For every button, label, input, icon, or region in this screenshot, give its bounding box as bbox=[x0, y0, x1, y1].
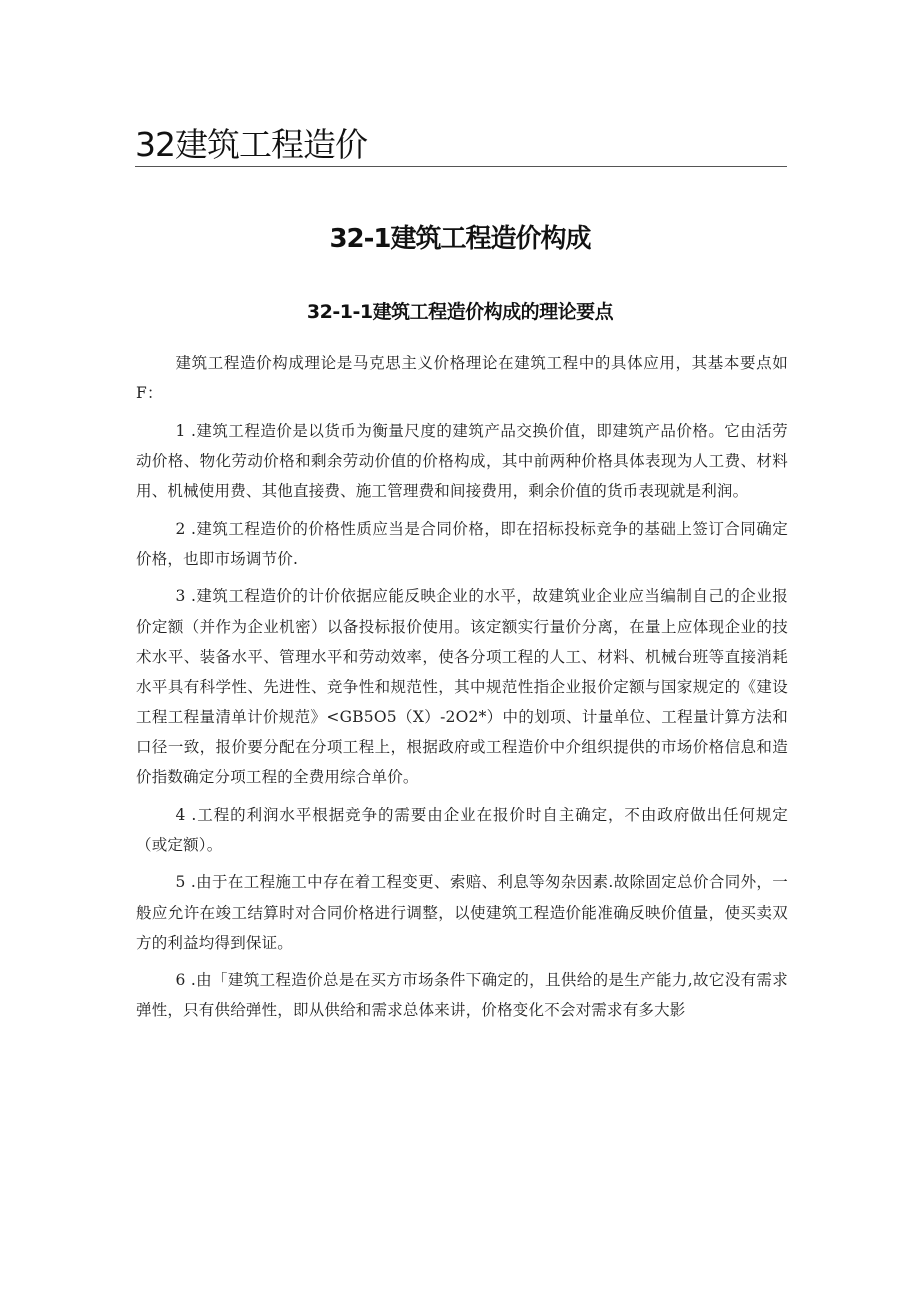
intro-paragraph: 建筑工程造价构成理论是马克思主义价格理论在建筑工程中的具体应用，其基本要点如F： bbox=[136, 354, 788, 403]
point-2-paragraph: 2 .建筑工程造价的价格性质应当是合同价格，即在招标投标竞争的基础上签订合同确定价格，也即市场调节价. bbox=[136, 519, 788, 568]
point-4-paragraph: 4 .工程的利润水平根据竞争的需要由企业在报价时自主确定，不由政府做出任何规定（或定额）。 bbox=[136, 805, 788, 854]
section-title: 32-1建筑工程造价构成 bbox=[329, 224, 591, 254]
point-6-paragraph: 6 .由「建筑工程造价总是在买方市场条件下确定的，且供给的是生产能力,故它没有需求弹性，只有供给弹性，即从供给和需求总体来讲，价格变化不会对需求有多大影 bbox=[136, 971, 788, 1020]
body-text bbox=[136, 348, 788, 1033]
chapter-title: 32建筑工程造价 bbox=[135, 125, 367, 164]
chapter-title-underline bbox=[135, 166, 787, 167]
point-1-paragraph: 1 .建筑工程造价是以货币为衡量尺度的建筑产品交换价值，即建筑产品价格。它由活劳动价格、物化劳动价格和剩余劳动价值的价格构成，其中前两种价格具体表现为人工费、材料用、机械使用费、其他直接费、施工管理费和间接费用，剩余价值的货币表现就是利润。 bbox=[136, 421, 788, 500]
point-5-paragraph: 5 .由于在工程施工中存在着工程变更、索赔、利息等匆杂因素.故除固定总价合同外，一般应允许在竣工结算时对合同价格进行调整，以使建筑工程造价能准确反映价值量，使买卖双方的利益均得到保证。 bbox=[136, 873, 788, 952]
point-3-paragraph: 3 .建筑工程造价的计价依据应能反映企业的水平，故建筑业企业应当编制自己的企业报价定额（并作为企业机密）以备投标报价使用。该定额实行量价分离，在量上应体现企业的技术水平、装备水平、管理水平和劳动效率，使各分项工程的人工、材料、机械台班等直接消耗水平具有科学性、先进性、竞争性和规范性，其中规范性指企业报价定额与国家规定的《建设工程工程量清单计价规范》<GB5O5（X）-2O2*）中的划项、计量单位、工程量计算方法和口径一致，报价要分配在分项工程上，根据政府或工程造价中介组织提供的市场价格信息和造价指数确定分项工程的全费用综合单价。 bbox=[136, 587, 788, 786]
subsection-title: 32-1-1建筑工程造价构成的理论要点 bbox=[306, 301, 614, 323]
